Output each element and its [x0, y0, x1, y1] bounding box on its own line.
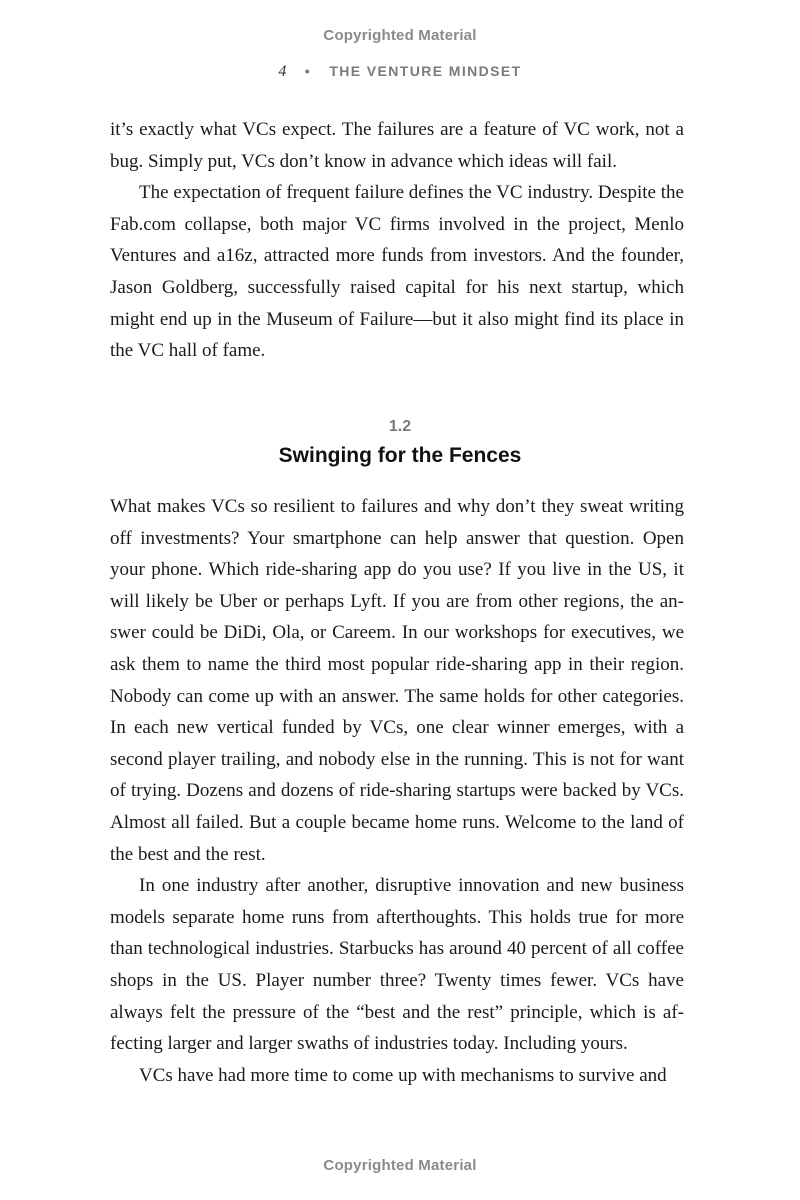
section-title: Swinging for the Fences: [278, 444, 522, 467]
page-number: 4: [278, 63, 287, 80]
paragraph: What makes VCs so resilient to failures and why don’t they sweat writing off investments? Your smartphone can help answer that question. Open your phone. Which ride-sharing app do you use? If you live in the US, it will likely be Uber or perhaps Lyft. If you are from other regions, the answer could be DiDi, Ola, or Careem. In our workshops for executives, we ask them to name the third most popular ride-sharing app in their region. Nobody can come up with an answer. The same holds for other categories. In each new vertical funded by VCs, one clear winner emerges, with a second player trailing, and nobody else in the running. This is not for want of trying. Dozens and dozens of ride-sharing startups were backed by VCs. Almost all failed. But a couple became home runs. Welcome to the land of the best and the rest.: [110, 496, 684, 865]
book-title: THE VENTURE MINDSET: [329, 63, 522, 79]
paragraph: In one industry after another, disruptive innovation and new business models separate home runs from afterthoughts. This holds true for more than technological industries. Starbucks has around 40 percent of all coffee shops in the US. Player number three? Twenty times fewer. VCs have always felt the pressure of the “best and the rest” principle, which is affecting larger and larger swaths of industries today. Including yours.: [110, 875, 684, 1055]
copyright-watermark-top: Copyrighted Material: [323, 27, 477, 44]
paragraph: The expectation of frequent failure defines the VC industry. Despite the Fab.com collapse, both major VC firms involved in the project, Menlo Ventures and a16z, attracted more funds from investors. And the founder, Jason Goldberg, successfully raised capital for his next startup, which might end up in the Museum of Failure—but it also might find its place in the VC hall of fame.: [110, 182, 684, 362]
running-head-separator: •: [304, 63, 312, 79]
paragraph-continued: it’s exactly what VCs expect. The failures are a feature of VC work, not a bug. Simply put, VCs don’t know in advance which ideas will fail.: [110, 119, 684, 172]
paragraph: VCs have had more time to come up with mechanisms to survive and: [139, 1064, 667, 1086]
running-head: [0, 63, 800, 81]
text-block-before-section: [110, 114, 684, 367]
copyright-watermark-bottom: Copyrighted Material: [323, 1157, 477, 1174]
section-number: 1.2: [388, 418, 412, 435]
text-block-after-section: [110, 491, 684, 1091]
